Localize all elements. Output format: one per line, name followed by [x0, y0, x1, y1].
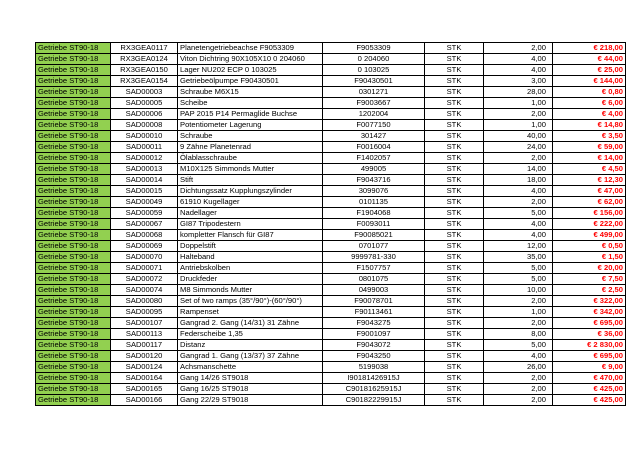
description-cell: Halteband [178, 252, 323, 263]
group-cell: Getriebe ST90-18 [36, 318, 111, 329]
quantity-cell: 2,00 [484, 395, 553, 406]
part-number-cell: F9043072 [323, 340, 425, 351]
description-cell: Gangrad 2. Gang (14/31) 31 Zähne [178, 318, 323, 329]
quantity-cell: 4,00 [484, 186, 553, 197]
quantity-cell: 2,00 [484, 318, 553, 329]
article-number-cell: SAD00006 [111, 109, 178, 120]
table-row [36, 296, 626, 307]
table-row [36, 362, 626, 373]
part-number-cell: F90430501 [323, 76, 425, 87]
article-number-cell: SAD00080 [111, 296, 178, 307]
part-number-cell: 3099076 [323, 186, 425, 197]
group-cell: Getriebe ST90-18 [36, 43, 111, 54]
unit-cell: STK [425, 329, 484, 340]
quantity-cell: 2,00 [484, 373, 553, 384]
table-row [36, 43, 626, 54]
description-cell: kompletter Flansch für GI87 [178, 230, 323, 241]
article-number-cell: SAD00120 [111, 351, 178, 362]
part-number-cell: 0301271 [323, 87, 425, 98]
part-number-cell: F90085021 [323, 230, 425, 241]
part-number-cell: C90182229915J [323, 395, 425, 406]
description-cell: Federscheibe 1,35 [178, 329, 323, 340]
group-cell: Getriebe ST90-18 [36, 197, 111, 208]
article-number-cell: SAD00013 [111, 164, 178, 175]
quantity-cell: 5,00 [484, 208, 553, 219]
description-cell: 61910 Kugellager [178, 197, 323, 208]
price-cell: € 25,00 [553, 65, 626, 76]
price-cell: € 20,00 [553, 263, 626, 274]
group-cell: Getriebe ST90-18 [36, 164, 111, 175]
group-cell: Getriebe ST90-18 [36, 285, 111, 296]
unit-cell: STK [425, 296, 484, 307]
price-cell: € 2,50 [553, 285, 626, 296]
group-cell: Getriebe ST90-18 [36, 230, 111, 241]
table-row [36, 230, 626, 241]
article-number-cell: RX3GEA0117 [111, 43, 178, 54]
table-row [36, 285, 626, 296]
unit-cell: STK [425, 153, 484, 164]
description-cell: Viton Dichtring 90X105X10 0 204060 [178, 54, 323, 65]
part-number-cell: C90181625915J [323, 384, 425, 395]
article-number-cell: SAD00069 [111, 241, 178, 252]
price-cell: € 695,00 [553, 318, 626, 329]
part-number-cell: F0093011 [323, 219, 425, 230]
description-cell: Nadellager [178, 208, 323, 219]
description-cell: Gangrad 1. Gang (13/37) 37 Zähne [178, 351, 323, 362]
article-number-cell: SAD00072 [111, 274, 178, 285]
price-cell: € 156,00 [553, 208, 626, 219]
description-cell: Scheibe [178, 98, 323, 109]
quantity-cell: 18,00 [484, 175, 553, 186]
quantity-cell: 2,00 [484, 296, 553, 307]
part-number-cell: 5199038 [323, 362, 425, 373]
price-cell: € 425,00 [553, 395, 626, 406]
description-cell: Dichtungssatz Kupplungszylinder [178, 186, 323, 197]
table-row [36, 109, 626, 120]
part-number-cell: F9003667 [323, 98, 425, 109]
table-row [36, 120, 626, 131]
part-number-cell: 0101135 [323, 197, 425, 208]
description-cell: 9 Zähne Planetenrad [178, 142, 323, 153]
article-number-cell: SAD00014 [111, 175, 178, 186]
price-cell: € 14,00 [553, 153, 626, 164]
description-cell: Planetengetriebeachse F9053309 [178, 43, 323, 54]
part-number-cell: 301427 [323, 131, 425, 142]
table-row [36, 351, 626, 362]
article-number-cell: SAD00015 [111, 186, 178, 197]
quantity-cell: 4,00 [484, 230, 553, 241]
group-cell: Getriebe ST90-18 [36, 252, 111, 263]
quantity-cell: 24,00 [484, 142, 553, 153]
group-cell: Getriebe ST90-18 [36, 76, 111, 87]
unit-cell: STK [425, 340, 484, 351]
description-cell: Set of two ramps (35°/90°)-(60°/90°) [178, 296, 323, 307]
group-cell: Getriebe ST90-18 [36, 65, 111, 76]
group-cell: Getriebe ST90-18 [36, 384, 111, 395]
table-row [36, 340, 626, 351]
article-number-cell: SAD00124 [111, 362, 178, 373]
price-cell: € 6,00 [553, 98, 626, 109]
unit-cell: STK [425, 142, 484, 153]
quantity-cell: 2,00 [484, 384, 553, 395]
price-cell: € 4,00 [553, 109, 626, 120]
unit-cell: STK [425, 87, 484, 98]
unit-cell: STK [425, 208, 484, 219]
price-cell: € 470,00 [553, 373, 626, 384]
quantity-cell: 14,00 [484, 164, 553, 175]
table-row [36, 208, 626, 219]
description-cell: Stift [178, 175, 323, 186]
table-row [36, 131, 626, 142]
group-cell: Getriebe ST90-18 [36, 131, 111, 142]
quantity-cell: 10,00 [484, 285, 553, 296]
unit-cell: STK [425, 307, 484, 318]
description-cell: Gang 16/25 ST9018 [178, 384, 323, 395]
unit-cell: STK [425, 65, 484, 76]
group-cell: Getriebe ST90-18 [36, 274, 111, 285]
article-number-cell: SAD00165 [111, 384, 178, 395]
part-number-cell: F1507757 [323, 263, 425, 274]
price-cell: € 14,80 [553, 120, 626, 131]
quantity-cell: 35,00 [484, 252, 553, 263]
quantity-cell: 2,00 [484, 109, 553, 120]
parts-table-body [36, 43, 626, 406]
description-cell: M8 Simmonds Mutter [178, 285, 323, 296]
article-number-cell: SAD00095 [111, 307, 178, 318]
table-row [36, 329, 626, 340]
description-cell: Getriebeölpumpe F90430501 [178, 76, 323, 87]
part-number-cell: F9043275 [323, 318, 425, 329]
group-cell: Getriebe ST90-18 [36, 241, 111, 252]
article-number-cell: SAD00164 [111, 373, 178, 384]
part-number-cell: F1402057 [323, 153, 425, 164]
unit-cell: STK [425, 285, 484, 296]
table-row [36, 186, 626, 197]
article-number-cell: SAD00107 [111, 318, 178, 329]
table-row [36, 373, 626, 384]
price-cell: € 3,50 [553, 131, 626, 142]
part-number-cell: F0077150 [323, 120, 425, 131]
group-cell: Getriebe ST90-18 [36, 120, 111, 131]
article-number-cell: SAD00070 [111, 252, 178, 263]
table-row [36, 142, 626, 153]
quantity-cell: 40,00 [484, 131, 553, 142]
article-number-cell: SAD00059 [111, 208, 178, 219]
unit-cell: STK [425, 241, 484, 252]
quantity-cell: 5,00 [484, 263, 553, 274]
description-cell: PAP 2015 P14 Permaglide Buchse [178, 109, 323, 120]
group-cell: Getriebe ST90-18 [36, 87, 111, 98]
group-cell: Getriebe ST90-18 [36, 395, 111, 406]
article-number-cell: RX3GEA0150 [111, 65, 178, 76]
unit-cell: STK [425, 131, 484, 142]
price-cell: € 222,00 [553, 219, 626, 230]
unit-cell: STK [425, 54, 484, 65]
description-cell: Lager NU202 ECP 0 103025 [178, 65, 323, 76]
quantity-cell: 4,00 [484, 65, 553, 76]
unit-cell: STK [425, 263, 484, 274]
unit-cell: STK [425, 384, 484, 395]
table-row [36, 384, 626, 395]
price-cell: € 499,00 [553, 230, 626, 241]
table-row [36, 175, 626, 186]
article-number-cell: SAD00003 [111, 87, 178, 98]
description-cell: Antriebskolben [178, 263, 323, 274]
table-row [36, 197, 626, 208]
price-cell: € 59,00 [553, 142, 626, 153]
table-row [36, 395, 626, 406]
description-cell: Gang 22/29 ST9018 [178, 395, 323, 406]
price-cell: € 0,80 [553, 87, 626, 98]
group-cell: Getriebe ST90-18 [36, 98, 111, 109]
quantity-cell: 1,00 [484, 98, 553, 109]
unit-cell: STK [425, 120, 484, 131]
price-cell: € 1,50 [553, 252, 626, 263]
unit-cell: STK [425, 395, 484, 406]
article-number-cell: RX3GEA0124 [111, 54, 178, 65]
price-cell: € 47,00 [553, 186, 626, 197]
group-cell: Getriebe ST90-18 [36, 340, 111, 351]
article-number-cell: SAD00074 [111, 285, 178, 296]
group-cell: Getriebe ST90-18 [36, 54, 111, 65]
article-number-cell: SAD00005 [111, 98, 178, 109]
quantity-cell: 5,00 [484, 274, 553, 285]
price-cell: € 7,50 [553, 274, 626, 285]
table-row [36, 153, 626, 164]
part-number-cell: 1202004 [323, 109, 425, 120]
article-number-cell: SAD00010 [111, 131, 178, 142]
unit-cell: STK [425, 362, 484, 373]
unit-cell: STK [425, 373, 484, 384]
article-number-cell: RX3GEA0154 [111, 76, 178, 87]
quantity-cell: 4,00 [484, 351, 553, 362]
price-cell: € 342,00 [553, 307, 626, 318]
quantity-cell: 28,00 [484, 87, 553, 98]
unit-cell: STK [425, 197, 484, 208]
part-number-cell: I90181426915J [323, 373, 425, 384]
part-number-cell: 0701077 [323, 241, 425, 252]
part-number-cell: F1904068 [323, 208, 425, 219]
group-cell: Getriebe ST90-18 [36, 307, 111, 318]
description-cell: Potentiometer Lagerung [178, 120, 323, 131]
description-cell: Schraube M6X15 [178, 87, 323, 98]
description-cell: M10X125 Simmonds Mutter [178, 164, 323, 175]
table-row [36, 241, 626, 252]
description-cell: Ölablasschraube [178, 153, 323, 164]
group-cell: Getriebe ST90-18 [36, 109, 111, 120]
part-number-cell: 0801075 [323, 274, 425, 285]
article-number-cell: SAD00067 [111, 219, 178, 230]
group-cell: Getriebe ST90-18 [36, 186, 111, 197]
quantity-cell: 2,00 [484, 153, 553, 164]
part-number-cell: F9043716 [323, 175, 425, 186]
price-cell: € 218,00 [553, 43, 626, 54]
table-row [36, 54, 626, 65]
part-number-cell: 0 204060 [323, 54, 425, 65]
table-row [36, 318, 626, 329]
quantity-cell: 1,00 [484, 120, 553, 131]
part-number-cell: F90078701 [323, 296, 425, 307]
table-row [36, 164, 626, 175]
table-row [36, 307, 626, 318]
unit-cell: STK [425, 175, 484, 186]
price-cell: € 4,50 [553, 164, 626, 175]
table-row [36, 76, 626, 87]
table-row [36, 274, 626, 285]
quantity-cell: 5,00 [484, 340, 553, 351]
description-cell: Gang 14/26 ST9018 [178, 373, 323, 384]
price-cell: € 9,00 [553, 362, 626, 373]
price-cell: € 0,50 [553, 241, 626, 252]
table-row [36, 98, 626, 109]
quantity-cell: 2,00 [484, 197, 553, 208]
description-cell: Distanz [178, 340, 323, 351]
parts-table [35, 42, 626, 406]
price-cell: € 36,00 [553, 329, 626, 340]
price-cell: € 12,30 [553, 175, 626, 186]
unit-cell: STK [425, 76, 484, 87]
part-number-cell: F9043250 [323, 351, 425, 362]
unit-cell: STK [425, 219, 484, 230]
description-cell: Rampenset [178, 307, 323, 318]
article-number-cell: SAD00012 [111, 153, 178, 164]
article-number-cell: SAD00049 [111, 197, 178, 208]
description-cell: Druckfeder [178, 274, 323, 285]
price-cell: € 144,00 [553, 76, 626, 87]
unit-cell: STK [425, 164, 484, 175]
price-cell: € 62,00 [553, 197, 626, 208]
part-number-cell: 0 103025 [323, 65, 425, 76]
description-cell: Schraube [178, 131, 323, 142]
article-number-cell: SAD00113 [111, 329, 178, 340]
unit-cell: STK [425, 109, 484, 120]
quantity-cell: 4,00 [484, 219, 553, 230]
description-cell: GI87 Tripodestern [178, 219, 323, 230]
quantity-cell: 12,00 [484, 241, 553, 252]
table-row [36, 87, 626, 98]
group-cell: Getriebe ST90-18 [36, 208, 111, 219]
article-number-cell: SAD00011 [111, 142, 178, 153]
group-cell: Getriebe ST90-18 [36, 362, 111, 373]
quantity-cell: 8,00 [484, 329, 553, 340]
part-number-cell: F9001097 [323, 329, 425, 340]
unit-cell: STK [425, 351, 484, 362]
quantity-cell: 3,00 [484, 76, 553, 87]
price-cell: € 322,00 [553, 296, 626, 307]
article-number-cell: SAD00071 [111, 263, 178, 274]
quantity-cell: 2,00 [484, 43, 553, 54]
quantity-cell: 1,00 [484, 307, 553, 318]
table-row [36, 263, 626, 274]
part-number-cell: F0016004 [323, 142, 425, 153]
table-row [36, 65, 626, 76]
table-row [36, 219, 626, 230]
part-number-cell: 9999781-330 [323, 252, 425, 263]
price-cell: € 695,00 [553, 351, 626, 362]
part-number-cell: F90113461 [323, 307, 425, 318]
group-cell: Getriebe ST90-18 [36, 263, 111, 274]
unit-cell: STK [425, 318, 484, 329]
group-cell: Getriebe ST90-18 [36, 142, 111, 153]
unit-cell: STK [425, 186, 484, 197]
unit-cell: STK [425, 274, 484, 285]
group-cell: Getriebe ST90-18 [36, 153, 111, 164]
article-number-cell: SAD00068 [111, 230, 178, 241]
unit-cell: STK [425, 43, 484, 54]
unit-cell: STK [425, 252, 484, 263]
group-cell: Getriebe ST90-18 [36, 175, 111, 186]
group-cell: Getriebe ST90-18 [36, 219, 111, 230]
part-number-cell: 499005 [323, 164, 425, 175]
unit-cell: STK [425, 230, 484, 241]
table-row [36, 252, 626, 263]
unit-cell: STK [425, 98, 484, 109]
part-number-cell: 0499003 [323, 285, 425, 296]
price-cell: € 425,00 [553, 384, 626, 395]
group-cell: Getriebe ST90-18 [36, 329, 111, 340]
price-cell: € 2 830,00 [553, 340, 626, 351]
quantity-cell: 26,00 [484, 362, 553, 373]
part-number-cell: F9053309 [323, 43, 425, 54]
quantity-cell: 4,00 [484, 54, 553, 65]
article-number-cell: SAD00166 [111, 395, 178, 406]
article-number-cell: SAD00117 [111, 340, 178, 351]
group-cell: Getriebe ST90-18 [36, 351, 111, 362]
group-cell: Getriebe ST90-18 [36, 373, 111, 384]
article-number-cell: SAD00008 [111, 120, 178, 131]
description-cell: Doppelstift [178, 241, 323, 252]
description-cell: Achsmanschette [178, 362, 323, 373]
price-cell: € 44,00 [553, 54, 626, 65]
group-cell: Getriebe ST90-18 [36, 296, 111, 307]
